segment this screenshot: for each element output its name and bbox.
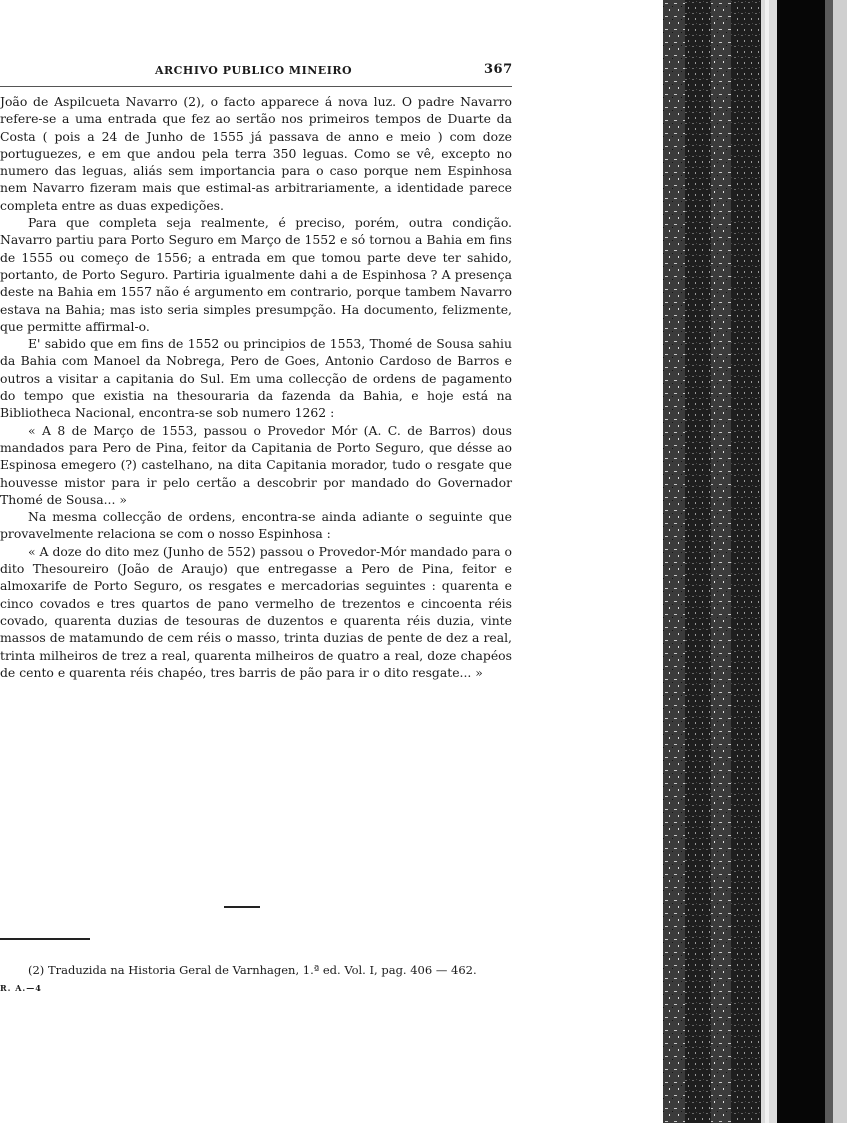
paragraph: « A doze do dito mez (Junho de 552) passou o Provedor-Mór mandado para o dito Thesoureiro (João de Araujo) que entregasse a Pero de Pina, feitor e almoxarife de Porto Seguro, os resgates e mercadorias seguintes : quarenta e cinco covados e tres quartos de pano vermelho de trezentos e cincoenta réis covado, quarenta duzias de tesouras de duzentos e quarenta réis duzia, vinte massos de matamundo de cem réis o masso, trinta duzias de pente de dez a real, trinta milheiros de trez a real, quarenta milheiros de quatro a real, doze chapéos de cento e quarenta réis chapéo, tres barris de pão para ir o dito resgate... »	[0, 543, 512, 680]
footnote-text: (2) Traduzida na Historia Geral de Varnhagen, 1.ª ed. Vol. I, pag. 406 — 462.	[28, 963, 477, 977]
scanned-binding-edge	[663, 0, 868, 1123]
signature-mark: R. A.—4	[0, 983, 42, 993]
page-number: 367	[484, 62, 513, 77]
body-text	[0, 93, 512, 681]
paragraph: João de Aspilcueta Navarro (2), o facto apparece á nova luz. O padre Navarro refere-se a uma entrada que fez ao sertão nos primeiros tempos de Duarte da Costa ( pois a 24 de Junho de 1555 já passava de anno e meio ) com doze portuguezes, e em que andou pela terra 350 leguas. Como se vê, excepto no numero das leguas, aliás sem importancia para o caso porque nem Espinhosa nem Navarro fizeram mais que estimal-as arbitrariamente, a identidade parece completa entre as duas expedições.	[0, 94, 512, 213]
running-title: ARCHIVO PUBLICO MINEIRO	[155, 64, 353, 77]
section-divider	[224, 906, 260, 908]
paragraph: E' sabido que em fins de 1552 ou principios de 1553, Thomé de Sousa sahiu da Bahia com Manoel da Nobrega, Pero de Goes, Antonio Cardoso de Barros e outros a visitar a capitania do Sul. Em uma collecção de ordens de pagamento do tempo que existia na thesouraria da fazenda da Bahia, e hoje está na Bibliotheca Nacional, encontra-se sob numero 1262 :	[0, 336, 512, 421]
header-rule	[0, 86, 512, 87]
paragraph: « A 8 de Março de 1553, passou o Provedor Mór (A. C. de Barros) dous mandados para Pero de Pina, feitor da Capitania de Porto Seguro, que désse ao Espinosa emegero (?) castelhano, na dita Capitania morador, tudo o resgate que houvesse mistor para ir pelo certão a descobrir por mandado do Governador Thomé de Sousa... »	[0, 422, 512, 507]
binding-edge-graphic	[663, 0, 868, 1123]
paragraph: Para que completa seja realmente, é preciso, porém, outra condição. Navarro partiu para Porto Seguro em Março de 1552 e só tornou a Bahia em fins de 1555 ou começo de 1556; a entrada em que tomou parte deve ter sahido, portanto, de Porto Seguro. Partiria igualmente dahi a de Espinhosa ? A presença deste na Bahia em 1557 não é argumento em contrario, porque tambem Navarro estava na Bahia; mas isto seria simples presumpção. Ha documento, felizmente, que permitte affirmal-o.	[0, 215, 512, 334]
footnote-rule	[0, 938, 90, 940]
paragraph: Na mesma collecção de ordens, encontra-se ainda adiante o seguinte que provavelmente relaciona se com o nosso Espinhosa :	[0, 509, 512, 542]
footnote	[0, 962, 512, 996]
